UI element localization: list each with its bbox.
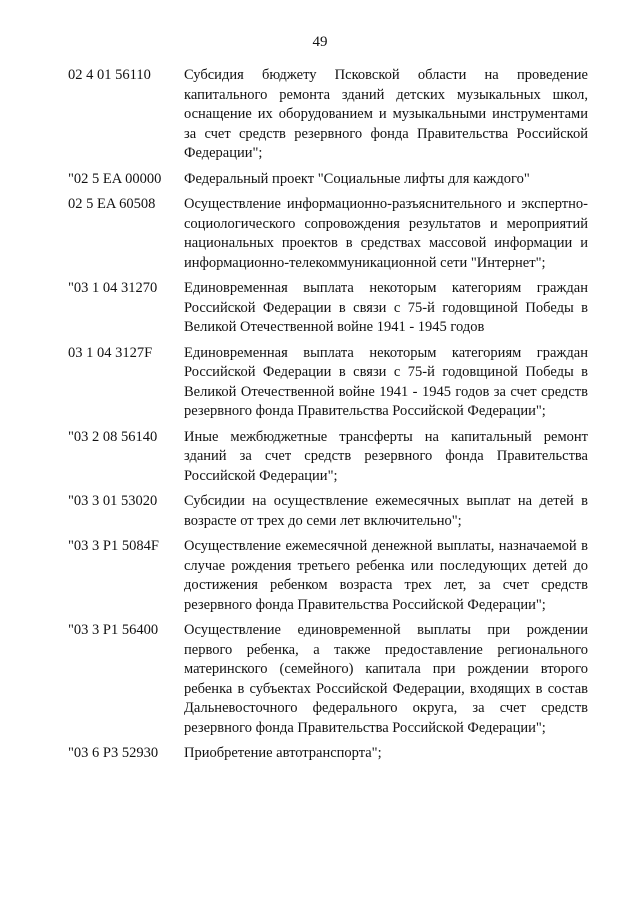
list-item [68,195,588,273]
budget-code: "03 3 01 53020 [68,493,158,509]
budget-code: "03 6 P3 52930 [68,745,159,761]
budget-code: 02 5 EA 60508 [68,196,156,212]
budget-code: "03 3 P1 56400 [68,622,159,638]
budget-description: Единовременная выплата некоторым категориям граждан Российской Федерации в связи с 75-й годовщиной Победы в Великой Отечественной войне 1941 - 1945 годов [184,280,588,335]
budget-description: Осуществление ежемесячной денежной выплаты, назначаемой в случае рождения третьего ребенка или последующих детей до достижения ребенком возраста трех лет, за счет средств резервного фонда Правительства Российской Федерации"; [184,538,588,613]
list-item [68,279,588,338]
budget-description: Единовременная выплата некоторым категориям граждан Российской Федерации в связи с 75-й годовщиной Победы в Великой Отечественной войне 1941 - 1945 годов за счет средств резервного фонда Правительства Российской Федерации"; [184,344,588,419]
budget-description: Осуществление единовременной выплаты при рождении первого ребенка, а также предоставление регионального материнского (семейного) капитала при рождении второго ребенка в субъектах Российской Федерации, входящих в состав Дальневосточного федерального округа, за счет средств резервного фонда Правительства Российской Федерации"; [184,622,588,736]
list-item [68,66,588,164]
budget-code: "03 1 04 31270 [68,280,158,296]
budget-description: Осуществление информационно-разъяснительного и экспертно-социологического сопровождения результатов и мероприятий национальных проектов в средствах массовой информации и информационно-телекоммуникационной сети "Интернет"; [184,196,588,271]
list-item [68,537,588,615]
list-item [68,492,588,531]
list-item [68,428,588,487]
budget-code: 02 4 01 56110 [68,67,151,83]
budget-description: Субсидии на осуществление ежемесячных выплат на детей в возрасте от трех до семи лет включительно"; [184,493,588,529]
budget-code: "03 2 08 56140 [68,428,158,445]
list-item [68,744,588,764]
budget-code-list [68,66,588,770]
budget-code: "03 3 P1 5084F [68,538,159,554]
page-number: 49 [312,34,328,50]
list-item [68,170,588,190]
budget-description: Субсидия бюджету Псковской области на проведение капитального ремонта зданий детских музыкальных школ, оснащение их оборудованием и музыкальными инструментами за счет средств резервного фонда Правительства Российской Федерации"; [184,67,588,161]
budget-description: Иные межбюджетные трансферты на капитальный ремонт зданий за счет средств резервного фонда Правительства Российской Федерации"; [184,428,588,484]
list-item [68,344,588,422]
budget-description: Приобретение автотранспорта"; [184,745,382,761]
budget-code: 03 1 04 3127F [68,344,153,361]
budget-code: "02 5 EA 00000 [68,170,162,187]
budget-description: Федеральный проект "Социальные лифты для каждого" [184,170,530,187]
list-item [68,621,588,738]
